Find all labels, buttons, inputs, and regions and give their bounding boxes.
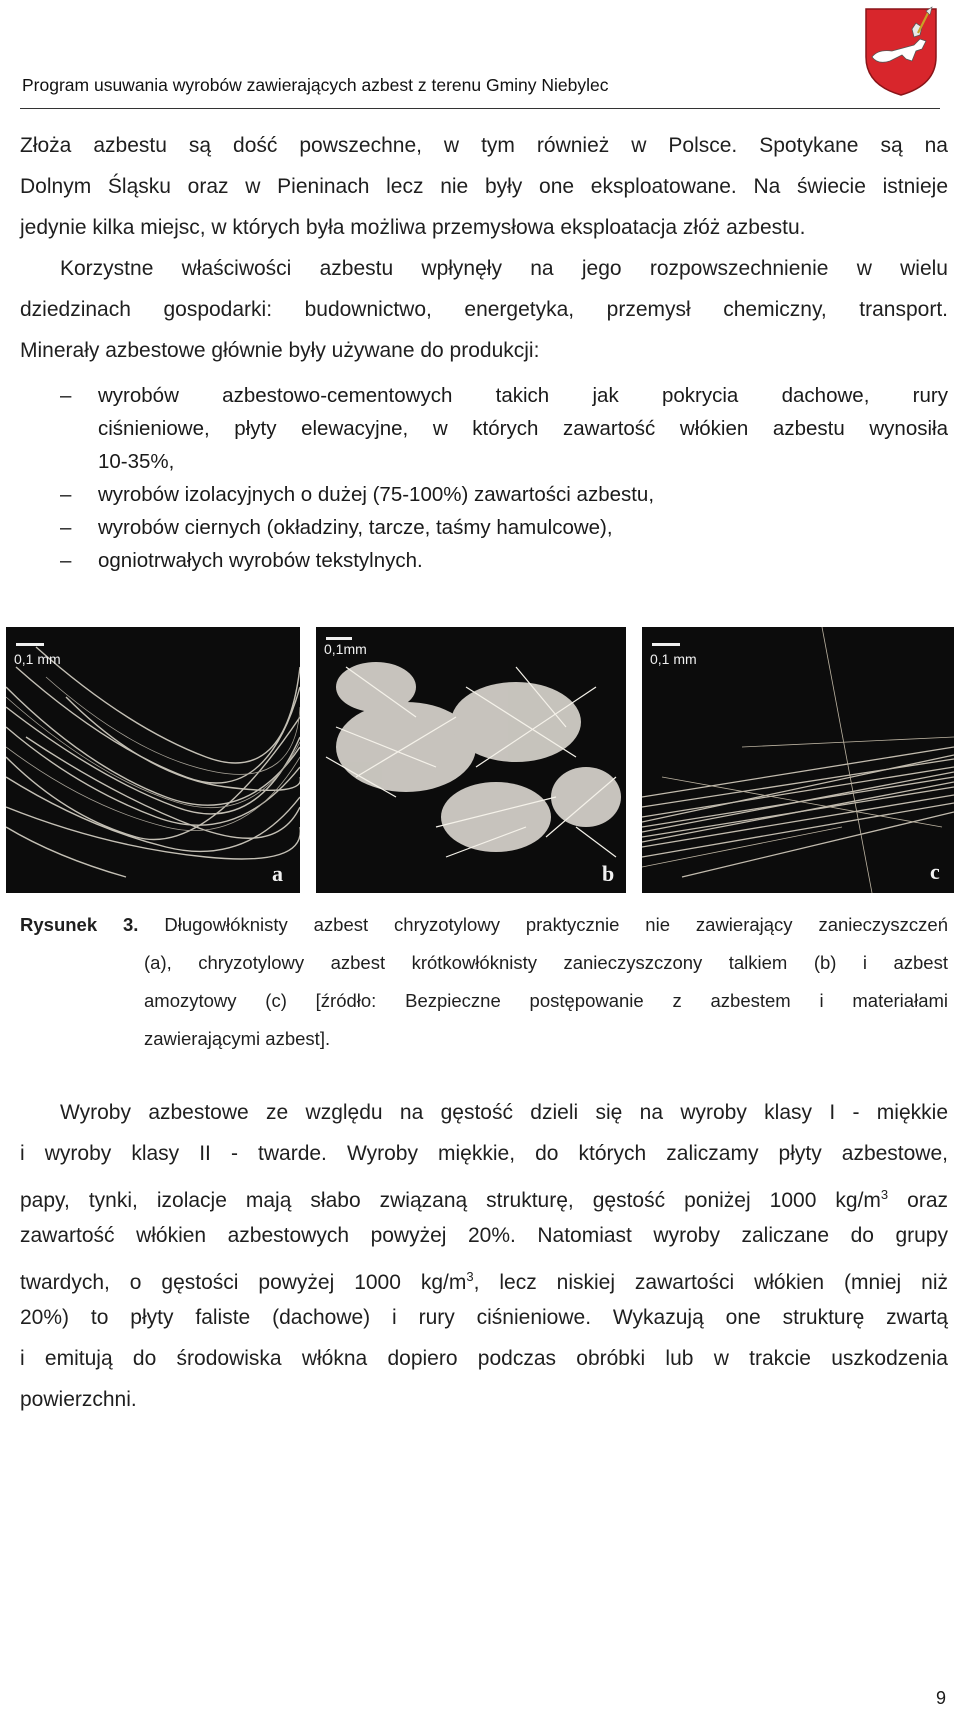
scale-label: 0,1 mm	[14, 651, 61, 667]
text-line: papy, tynki, izolacje mają słabo związaną strukturę, gęstość poniżej 1000 $kg/m^3$ oraz	[20, 1187, 949, 1212]
scale-bar	[16, 643, 44, 646]
text-line: 20%) to płyty faliste (dachowe) i rury ciśnieniowe. Wykazują one strukturę zwartą	[20, 1306, 948, 1329]
dash-bullet: –	[60, 549, 72, 572]
caption-label: Rysunek 3.	[20, 914, 139, 935]
photo-letter: c	[930, 859, 940, 884]
text-line: Wyroby azbestowe ze względu na gęstość dzieli się na wyroby klasy I - miękkie	[60, 1101, 948, 1124]
scale-bar	[326, 637, 352, 640]
list-item	[60, 511, 948, 544]
caption-text: zawierającymi azbest].	[144, 1028, 331, 1049]
dash-bullet: –	[60, 516, 72, 539]
list-item	[60, 379, 948, 478]
caption-text: (a), chryzotylowy azbest krótkowłóknisty zanieczyszczony talkiem (b) i azbest	[144, 952, 948, 973]
caption-text: amozytowy (c) [źródło: Bezpieczne postępowanie z azbestem i materiałami	[144, 990, 948, 1011]
asbestos-photos	[6, 627, 956, 893]
photo-letter: a	[272, 861, 283, 886]
figure-caption	[20, 906, 948, 1058]
page-number: 9	[935, 1688, 946, 1708]
text-line: Korzystne właściwości azbestu wpłynęły na jego rozpowszechnienie w wielu	[60, 257, 948, 280]
paragraph-deposits	[20, 125, 948, 248]
text-line: i wyroby klasy II - twarde. Wyroby miękkie, do których zaliczamy płyty azbestowe,	[20, 1142, 948, 1165]
text-line: twardych, o gęstości powyżej 1000 $kg/m^3$, lecz niskiej zawartości włókien (mniej niż	[20, 1269, 948, 1294]
coat-of-arms-icon	[862, 5, 940, 97]
text-line: powierzchni.	[20, 1388, 137, 1411]
dash-bullet: –	[60, 483, 72, 506]
text-line: jedynie kilka miejsc, w których była możliwa przemysłowa eksploatacja złóż azbestu.	[20, 216, 806, 239]
text-line: i emitują do środowiska włókna dopiero podczas obróbki lub w trakcie uszkodzenia	[20, 1347, 948, 1370]
fiber-image-b	[316, 627, 626, 893]
photo-chrysotile-short-fiber	[316, 627, 626, 893]
products-list	[60, 379, 948, 577]
scale-bar	[652, 643, 680, 646]
text-line: zawartość włókien azbestowych powyżej 20%. Natomiast wyroby zaliczane do grupy	[20, 1224, 948, 1247]
paragraph-properties	[20, 248, 948, 371]
photo-chrysotile-long-fiber	[6, 627, 300, 893]
text-line: ciśnieniowe, płyty elewacyjne, w których zawartość włókien azbestu wynosiła	[98, 417, 948, 440]
page-header	[20, 0, 940, 109]
photo-letter: b	[602, 861, 615, 886]
text-line: Dolnym Śląsku oraz w Pieninach lecz nie były one eksploatowane. Na świecie istnieje	[20, 175, 948, 198]
text-line: ogniotrwałych wyrobów tekstylnych.	[98, 549, 423, 572]
text-line: 10-35%,	[98, 450, 175, 473]
text-line: Złoża azbestu są dość powszechne, w tym również w Polsce. Spotykane są na	[20, 134, 948, 157]
header-title: Program usuwania wyrobów zawierających azbest z terenu Gminy Niebylec	[22, 75, 609, 95]
text-line: wyrobów ciernych (okładziny, tarcze, taśmy hamulcowe),	[98, 516, 613, 539]
scale-label: 0,1 mm	[650, 651, 697, 667]
list-item	[60, 478, 948, 511]
text-line: wyrobów azbestowo-cementowych takich jak pokrycia dachowe, rury	[98, 384, 948, 407]
list-item	[60, 544, 948, 577]
dash-bullet: –	[60, 384, 72, 407]
photo-amosite	[642, 627, 954, 893]
scale-label: 0,1mm	[324, 641, 367, 657]
paragraph-density-classes	[20, 1092, 948, 1420]
text-line: dziedzinach gospodarki: budownictwo, energetyka, przemysł chemiczny, transport.	[20, 298, 948, 321]
caption-text: Długowłóknisty azbest chryzotylowy praktycznie nie zawierający zanieczyszczeń	[164, 914, 949, 935]
text-line: wyrobów izolacyjnych o dużej (75-100%) zawartości azbestu,	[98, 483, 655, 506]
text-line: Minerały azbestowe głównie były używane do produkcji:	[20, 339, 540, 362]
